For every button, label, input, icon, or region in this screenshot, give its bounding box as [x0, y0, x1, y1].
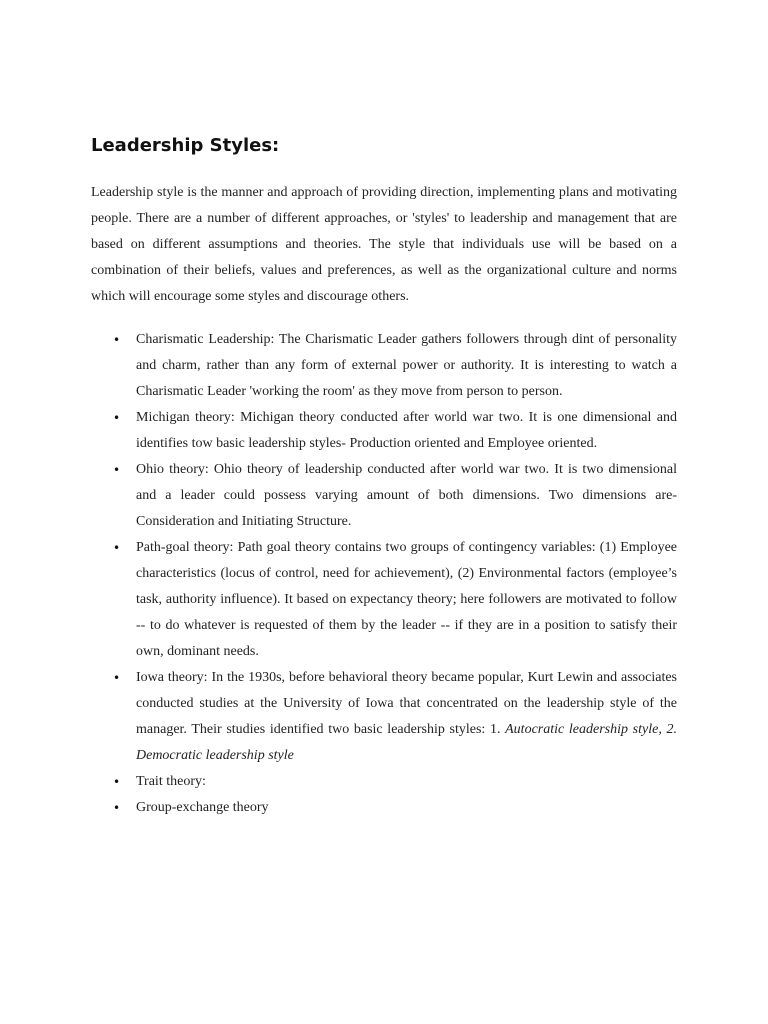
- bullet-icon: •: [113, 333, 121, 347]
- list-item-iowa: [91, 665, 677, 769]
- intro-paragraph: Leadership style is the manner and approach of providing direction, implementing plans and motivating people. There are a number of different approaches, or 'styles' to leadership and management that are based on different assumptions and theories. The style that individuals use will be based on a combination of their beliefs, values and preferences, as well as the organizational culture and norms which will encourage some styles and discourage others.: [91, 185, 677, 304]
- bullet-icon: •: [113, 463, 121, 477]
- list-item-text: Group-exchange theory: [136, 800, 269, 815]
- bullet-icon: •: [113, 801, 121, 815]
- list-item-text: Michigan theory: Michigan theory conducted after world war two. It is one dimensional and identifies tow basic leadership styles- Production oriented and Employee oriented.: [136, 410, 677, 451]
- list-item-michigan: [91, 405, 677, 457]
- theory-list: [91, 327, 677, 821]
- list-item-text: Path-goal theory: Path goal theory contains two groups of contingency variables: (1) Employee characteristics (locus of control, need for achievement), (2) Environmental factors (employee’s task, authority influence). It based on expectancy theory; here followers are motivated to follow -- to do whatever is requested of them by the leader -- if they are in a position to satisfy their own, dominant needs.: [136, 540, 677, 659]
- page-title: Leadership Styles:: [91, 135, 280, 156]
- list-item-text: Trait theory:: [136, 774, 206, 789]
- list-item-italic-text: Autocratic leadership style, 2. Democratic leadership style: [136, 722, 677, 763]
- list-item-ohio: [91, 457, 677, 535]
- bullet-icon: •: [113, 411, 121, 425]
- bullet-icon: •: [113, 541, 121, 555]
- list-item-path-goal: [91, 535, 677, 665]
- list-item-text: Iowa theory: In the 1930s, before behavioral theory became popular, Kurt Lewin and associates conducted studies at the University of Iowa that concentrated on the leadership style of the manager. Their studies identified two basic leadership styles: 1.: [136, 670, 677, 737]
- list-item-group-exchange: [91, 795, 677, 821]
- list-item-charismatic: [91, 327, 677, 405]
- list-item-text: Charismatic Leadership: The Charismatic Leader gathers followers through dint of personality and charm, rather than any form of external power or authority. It is interesting to watch a Charismatic Leader 'working the room' as they move from person to person.: [136, 332, 677, 399]
- bullet-icon: •: [113, 775, 121, 789]
- bullet-icon: •: [113, 671, 121, 685]
- list-item-text: Ohio theory: Ohio theory of leadership conducted after world war two. It is two dimensional and a leader could possess varying amount of both dimensions. Two dimensions are- Consideration and Initiating Structure.: [136, 462, 677, 529]
- list-item-trait: [91, 769, 677, 795]
